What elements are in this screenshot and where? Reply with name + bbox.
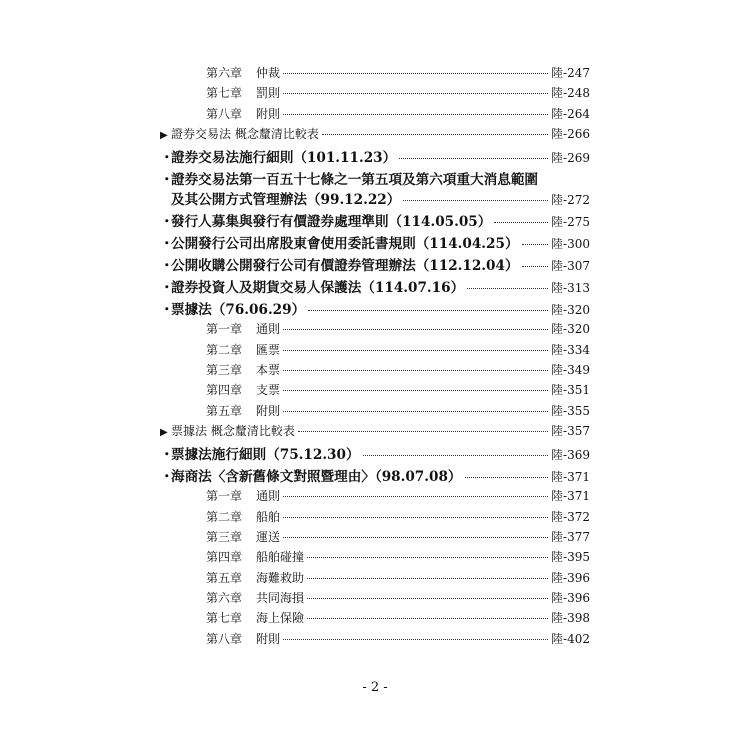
dot-leader [363,455,548,456]
dot-leader [283,329,548,330]
toc-page-number: 陸-355 [551,403,590,418]
toc-entry [160,609,590,629]
dot-leader [307,618,548,619]
toc-page-number: 陸-307 [551,259,590,274]
toc-page-number: 陸-351 [551,383,590,398]
dot-leader [283,639,548,640]
dot-leader [399,158,548,159]
toc-entry-title: 海商法〈含新舊條文對照暨理由〉（98.07.08） [171,469,462,486]
chapter-number: 第四章 [206,550,243,565]
toc-page-number: 陸-320 [551,322,590,337]
dot-leader [298,431,548,432]
dot-leader [283,370,548,371]
chapter-number: 第七章 [206,86,243,101]
chapter-number: 第二章 [206,342,243,357]
toc-entry-title: 公開發行公司出席股東會使用委託書規則（114.04.25） [171,236,519,253]
toc-entry-title: 票據法施行細則（75.12.30） [171,447,360,464]
toc-page-number: 陸-371 [551,470,590,485]
toc-entry [160,146,590,168]
triangle-marker-icon: ▶ [160,427,168,439]
chapter-number: 第五章 [206,403,243,418]
toc-entry-title: 船舶碰撞 [256,550,305,565]
toc-entry [160,508,590,528]
dot-leader [307,598,548,599]
bullet-marker: ・ [160,447,174,464]
toc-entry [160,168,590,188]
toc-page-number: 陸-272 [551,193,590,208]
toc-entry [160,361,590,381]
page-number: - 2 - [362,680,388,695]
toc-entry-title: 共同海損 [256,591,305,606]
toc-entry-title: 海上保險 [256,611,305,626]
toc-entry-title: 通則 [256,322,281,337]
toc-entry-title: 罰則 [256,86,281,101]
toc-page-number: 陸-275 [551,215,590,230]
bullet-marker: ・ [160,214,174,231]
dot-leader [403,200,548,201]
toc-page-number: 陸-357 [551,424,590,439]
toc-page-number: 陸-300 [551,237,590,252]
toc-entry-title: 發行人募集與發行有價證券處理準則（114.05.05） [171,214,492,231]
bullet-marker: ・ [160,302,174,319]
toc-entry [160,402,590,422]
triangle-marker-icon: ▶ [160,130,168,142]
chapter-number: 第六章 [206,591,243,606]
dot-leader [283,73,548,74]
toc-entry-title: 票據法（76.06.29） [171,302,306,319]
chapter-number: 第七章 [206,611,243,626]
toc-entry [160,589,590,609]
toc-entry-title: 公開收購公開發行公司有價證券管理辦法（112.12.04） [171,258,519,275]
bullet-marker: ・ [160,280,174,297]
dot-leader [283,496,548,497]
dot-leader [307,557,548,558]
bullet-marker: ・ [160,172,174,189]
toc-page-number: 陸-396 [551,591,590,606]
toc-page-number: 陸-320 [551,303,590,318]
dot-leader [308,310,548,311]
dot-leader [322,134,548,135]
dot-leader [283,537,548,538]
bullet-marker: ・ [160,150,174,167]
toc-entry-title: 船舶 [256,509,281,524]
toc-page-number: 陸-313 [551,281,590,296]
toc-entry-title: 運送 [256,529,281,544]
toc-entry [160,569,590,589]
toc-page-number: 陸-398 [551,611,590,626]
toc-entry-title: 證券交易法第一百五十七條之一第五項及第六項重大消息範圍 [171,172,539,189]
toc-entry [160,188,590,210]
toc-entry [160,254,590,276]
dot-leader [467,288,548,289]
chapter-number: 第二章 [206,509,243,524]
bullet-marker: ・ [160,236,174,253]
dot-leader [494,222,548,223]
toc-page-number: 陸-248 [551,86,590,101]
toc-page-number: 陸-396 [551,570,590,585]
toc-entry-title: 證券交易法施行細則（101.11.23） [171,150,397,167]
toc-entry-title: 附則 [256,106,281,121]
toc-page-number: 陸-269 [551,151,590,166]
toc-entry [160,465,590,487]
toc-entry [160,528,590,548]
toc-entry [160,276,590,298]
dot-leader [283,114,548,115]
dot-leader [522,244,548,245]
dot-leader [283,411,548,412]
toc-page-number: 陸-395 [551,550,590,565]
toc-entry [160,381,590,401]
dot-leader [283,93,548,94]
toc-page-number: 陸-371 [551,489,590,504]
toc-entry [160,341,590,361]
toc-page-number: 陸-377 [551,529,590,544]
toc-page-number: 陸-372 [551,509,590,524]
toc-entry-title: 支票 [256,383,281,398]
toc-entry-title: 票據法 概念釐清比較表 [171,424,295,439]
toc-entry [160,320,590,340]
toc-page-number: 陸-369 [551,448,590,463]
dot-leader [465,477,549,478]
toc-entry [160,630,590,650]
toc-entry [160,64,590,84]
bullet-marker: ・ [160,469,174,486]
toc-entry [160,548,590,568]
dot-leader [307,578,548,579]
toc-entry [160,487,590,507]
toc-page-number: 陸-349 [551,362,590,377]
toc-entry-title: 附則 [256,631,281,646]
toc-page-number: 陸-402 [551,631,590,646]
toc-entry [160,422,590,443]
toc-entry [160,84,590,104]
toc-entry-title: 海難救助 [256,570,305,585]
chapter-number: 第八章 [206,631,243,646]
toc-entry [160,125,590,146]
toc-entry [160,232,590,254]
table-of-contents [160,64,590,650]
chapter-number: 第四章 [206,383,243,398]
chapter-number: 第八章 [206,106,243,121]
dot-leader [522,266,548,267]
toc-entry-title: 本票 [256,362,281,377]
toc-entry [160,298,590,320]
chapter-number: 第三章 [206,362,243,377]
toc-entry [160,105,590,125]
toc-entry-title: 證券交易法 概念釐清比較表 [171,127,319,142]
dot-leader [283,390,548,391]
toc-page-number: 陸-247 [551,66,590,80]
dot-leader [283,517,548,518]
chapter-number: 第一章 [206,489,243,504]
toc-page-number: 陸-264 [551,106,590,121]
toc-entry [160,443,590,465]
toc-entry-title: 證券投資人及期貨交易人保護法（114.07.16） [171,280,465,297]
toc-entry-title: 仲裁 [256,66,281,80]
chapter-number: 第六章 [206,66,243,80]
toc-entry-title: 附則 [256,403,281,418]
toc-page-number: 陸-266 [551,127,590,142]
toc-entry-title: 匯票 [256,342,281,357]
toc-entry-title: 通則 [256,489,281,504]
toc-page-number: 陸-334 [551,342,590,357]
chapter-number: 第三章 [206,529,243,544]
bullet-marker: ・ [160,258,174,275]
toc-entry-title: 及其公開方式管理辦法（99.12.22） [171,192,401,209]
toc-entry [160,210,590,232]
dot-leader [283,350,548,351]
chapter-number: 第五章 [206,570,243,585]
chapter-number: 第一章 [206,322,243,337]
